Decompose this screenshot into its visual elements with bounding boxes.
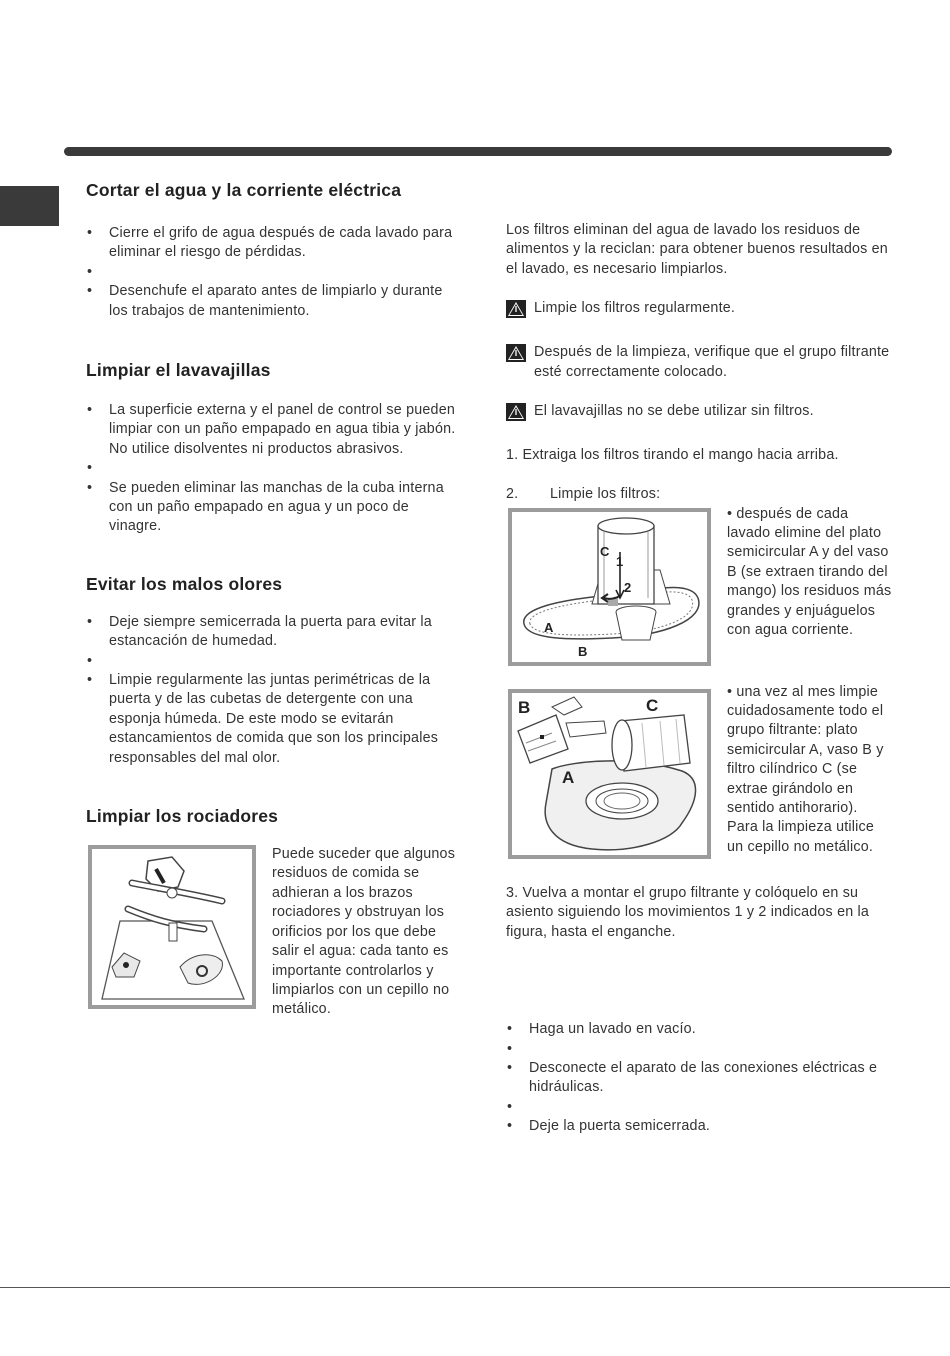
fig3-label-a: A: [562, 767, 575, 787]
filter-parts-illustration: [508, 689, 711, 859]
step-2-text: Limpie los filtros:: [550, 486, 661, 503]
warning-text: Después de la limpieza, verifique que el grupo filtrante esté correctamente colocado.: [534, 344, 890, 380]
fig3-label-c: C: [646, 695, 659, 715]
section-title-limpiar-lavavajillas: Limpiar el lavavajillas: [86, 360, 271, 381]
filter-parts-drawing: [512, 693, 707, 855]
side-tab-marker: [0, 186, 59, 226]
list-item: • Se pueden eliminar las manchas de la cuba interna con un paño empapado en agua y un poco de vinagre.: [86, 479, 464, 537]
list-item: • Desconecte el aparato de las conexiones eléctricas e hidráulicas.: [506, 1059, 892, 1098]
filter-bullet-daily: • después de cada lavado elimine del plato semicircular A y del vaso B (se extraen tirando del mango) los residuos más grandes y enjuáguelos con agua corriente.: [727, 505, 892, 639]
fig2-label-a: A: [544, 619, 554, 635]
filters-intro: Los filtros eliminan del agua de lavado los residuos de alimentos y la reciclan: para obtener buenos resultados en el lavado, es necesario limpiarlos.: [506, 222, 888, 277]
warning-triangle-icon: [506, 344, 526, 368]
left-column: [86, 178, 464, 1020]
bullet-list-limpiar-lavavajillas: [86, 401, 464, 537]
right-column: [506, 221, 892, 1137]
filter-assembly-illustration: [508, 508, 711, 666]
fig2-label-1: 1: [616, 553, 624, 569]
final-bullet-list: [506, 1020, 892, 1136]
section-title-limpiar-rociadores: Limpiar los rociadores: [86, 806, 279, 827]
fig3-label-b: B: [518, 697, 531, 717]
warning-text: Limpie los filtros regularmente.: [534, 299, 736, 316]
section-title-cortar-agua: Cortar el agua y la corriente eléctrica: [86, 180, 402, 200]
fig2-label-2: 2: [624, 579, 632, 595]
list-item: • La superficie externa y el panel de control se pueden limpiar con un paño empapado en agua tibia y jabón. No utilice disolventes ni productos abrasivos.: [86, 401, 464, 459]
list-item: • Desenchufe el aparato antes de limpiarlo y durante los trabajos de mantenimiento.: [86, 282, 464, 321]
warning-item: [506, 402, 892, 427]
warning-text: El lavavajillas no se debe utilizar sin filtros.: [534, 402, 814, 419]
list-item: • Deje la puerta semicerrada.: [506, 1117, 892, 1136]
step-1: 1. Extraiga los filtros tirando el mango hacia arriba.: [506, 447, 839, 464]
list-item: • Haga un lavado en vacío.: [506, 1020, 892, 1039]
filter-bullet-monthly: • una vez al mes limpie cuidadosamente todo el grupo filtrante: plato semicircular A, vaso B y filtro cilíndrico C (se extrae girándolo en sentido antihorario). Para la limpieza utilice un cepillo no metálico.: [727, 683, 884, 855]
spray-arm-drawing: [92, 849, 252, 1005]
top-rule-bar: [64, 147, 892, 156]
warning-triangle-icon: [506, 300, 526, 324]
step-2: [506, 485, 892, 504]
warning-item: [506, 343, 892, 382]
filter-assembly-drawing: [512, 512, 707, 662]
bottom-rule: [0, 1287, 950, 1288]
warning-triangle-icon: [506, 403, 526, 427]
list-item: • Cierre el grifo de agua después de cada lavado para eliminar el riesgo de pérdidas.: [86, 224, 464, 263]
warning-item: [506, 299, 892, 324]
step-2-number: 2.: [506, 486, 519, 503]
fig2-label-c: C: [600, 543, 610, 559]
list-item: • Deje siempre semicerrada la puerta para evitar la estancación de humedad.: [86, 613, 464, 652]
bullet-list-evitar-olores: [86, 613, 464, 768]
bullet-list-cortar-agua: [86, 224, 464, 321]
spray-arm-illustration: [88, 845, 256, 1009]
rociadores-paragraph: Puede suceder que algunos residuos de comida se adhieran a los brazos rociadores y obstruyan los orificios por los que debe salir el agua: cada tanto es importante controlarlos y limpiarlos con un cepillo no metálico.: [272, 846, 456, 1018]
list-item: • Limpie regularmente las juntas perimétricas de la puerta y de las cubetas de detergente con una esponja húmeda. De este modo se evitarán estancamientos de comida que son los principales responsables del mal olor.: [86, 671, 464, 768]
section-title-evitar-olores: Evitar los malos olores: [86, 573, 283, 594]
fig2-label-b: B: [578, 643, 588, 659]
step-3: 3. Vuelva a montar el grupo filtrante y colóquelo en su asiento siguiendo los movimientos 1 y 2 indicados en la figura, hasta el enganche.: [506, 885, 870, 940]
